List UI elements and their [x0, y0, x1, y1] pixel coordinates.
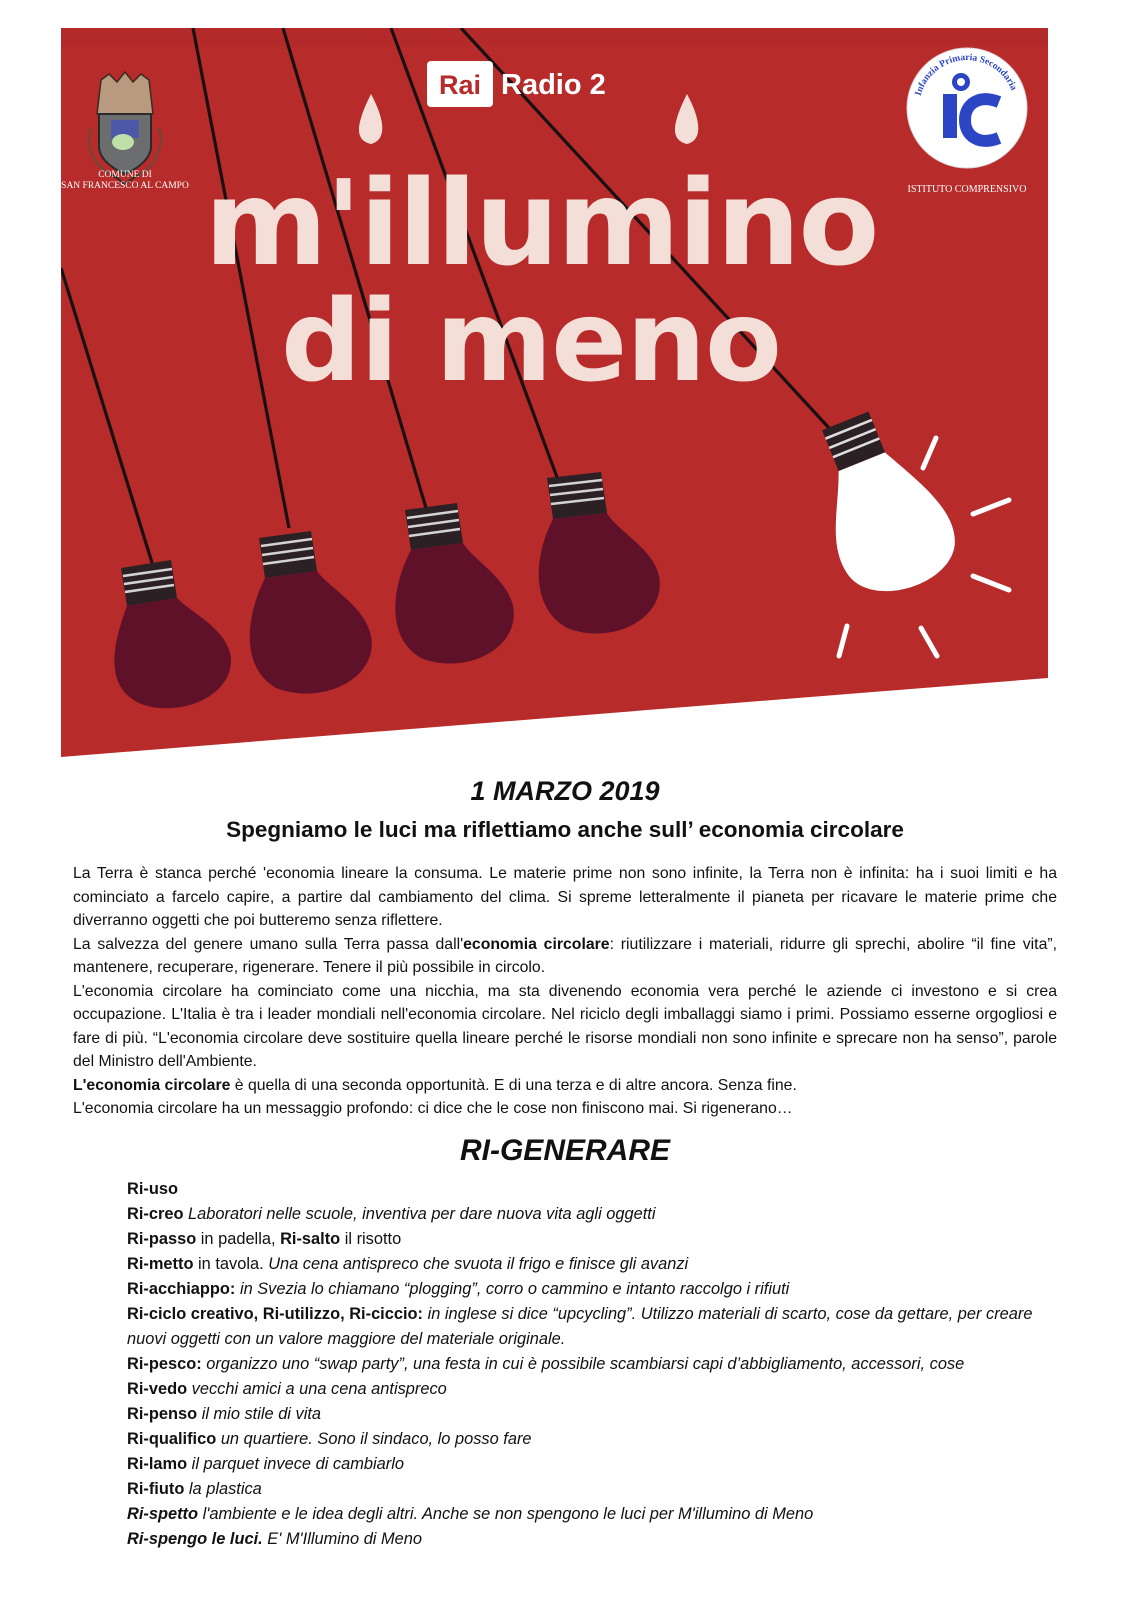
event-date: 1 MARZO 2019	[470, 776, 660, 806]
list-item: Ri-qualifico un quartiere. Sono il sindaco, lo posso fare	[127, 1430, 532, 1448]
event-subtitle: Spegniamo le luci ma riflettiamo anche sull’ economia circolare	[226, 817, 904, 842]
list-item: Ri-spetto l'ambiente e le idea degli altri. Anche se non spengono le luci per M'illumino di Meno	[127, 1505, 814, 1523]
paragraph-4: L'economia circolare è quella di una seconda opportunità. E di una terza e di altre ancora. Senza fine.	[73, 1076, 797, 1094]
paragraph-2: La salvezza del genere umano sulla Terra passa dall'economia circolare: riutilizzare i materiali, ridurre gli sprechi, abolire “il fine vita”, mantenere, recuperare, rigenerare. Tenere il più possibile in circolo.	[73, 935, 1058, 976]
campaign-title-line1: m'illumino	[204, 154, 878, 292]
rai-brand: Rai	[438, 70, 482, 100]
paragraph-3: L'economia circolare ha cominciato come una nicchia, ma sta divenendo economia vera perché le aziende ci investono e si crea occupazione. L'Italia è tra i leader mondiali nell'economia circolare. Nel riciclo degli imballaggi siamo i primi. Possiamo esserne orgogliosi e fare di più. “L'economia circolare deve sostituire quella lineare perché le risorse mondiali non sono infinite e sprecare non ha senso”, parole del Ministro dell'Ambiente.	[73, 982, 1057, 1070]
list-item: Ri-spengo le luci. E' M'Illumino di Meno	[127, 1530, 422, 1548]
school-caption: ISTITUTO COMPRENSIVO	[907, 184, 1027, 195]
campaign-title-line2: di meno	[281, 277, 781, 407]
municipal-caption-2: SAN FRANCESCO AL CAMPO	[61, 181, 189, 191]
list-item: Ri-metto in tavola. Una cena antispreco che svuota il frigo e finisce gli avanzi	[127, 1255, 689, 1273]
section-title: RI-GENERARE	[459, 1134, 670, 1167]
paragraph-1: La Terra è stanca perché 'economia lineare la consuma. Le materie prime non sono infinite, la Terra non è infinita: ha i suoi limiti e ha cominciato a farcelo capire, a partire dal cambiamento del clima. Si spreme letteralmente il pianeta per ricavare le materie prime che diverranno oggetti che poi butteremo senza riflettere.	[73, 865, 1057, 929]
school-logo	[907, 48, 1027, 168]
list-item: Ri-vedo vecchi amici a una cena antispreco	[127, 1380, 447, 1398]
list-item: Ri-penso il mio stile di vita	[127, 1405, 322, 1423]
municipal-caption-1: COMUNE DI	[98, 170, 152, 180]
list-item: Ri-ciclo creativo, Ri-utilizzo, Ri-ciccio: in inglese si dice “upcycling”. Utilizzo materiali di scarto, cose da gettare, per creare nuovi oggetti con un valore maggiore del materiale originale.	[127, 1305, 1033, 1348]
list-item: Ri-lamo il parquet invece di cambiarlo	[127, 1455, 404, 1473]
municipal-crest	[89, 72, 160, 184]
list-item: Ri-passo in padella, Ri-salto il risotto	[127, 1230, 402, 1248]
list-item: Ri-uso	[127, 1180, 178, 1198]
list-item: Ri-creo Laboratori nelle scuole, inventiva per dare nuova vita agli oggetti	[127, 1205, 656, 1223]
radio-name: Radio 2	[501, 69, 606, 101]
regenerate-list	[127, 1177, 1067, 1552]
paragraph-5: L'economia circolare ha un messaggio profondo: ci dice che le cose non finiscono mai. Si rigenerano…	[73, 1100, 793, 1117]
school-ring-text: Infanzia Primaria Secondaria	[913, 52, 1019, 97]
list-item: Ri-fiuto la plastica	[127, 1480, 262, 1498]
campaign-banner	[61, 28, 1068, 772]
list-item: Ri-pesco: organizzo uno “swap party”, una festa in cui è possibile scambiarsi capi d’abbigliamento, accessori, cose	[127, 1355, 965, 1373]
body-text	[73, 862, 1057, 1121]
list-item: Ri-acchiappo: in Svezia lo chiamano “plogging”, corro o cammino e intanto raccolgo i rifiuti	[127, 1280, 790, 1298]
